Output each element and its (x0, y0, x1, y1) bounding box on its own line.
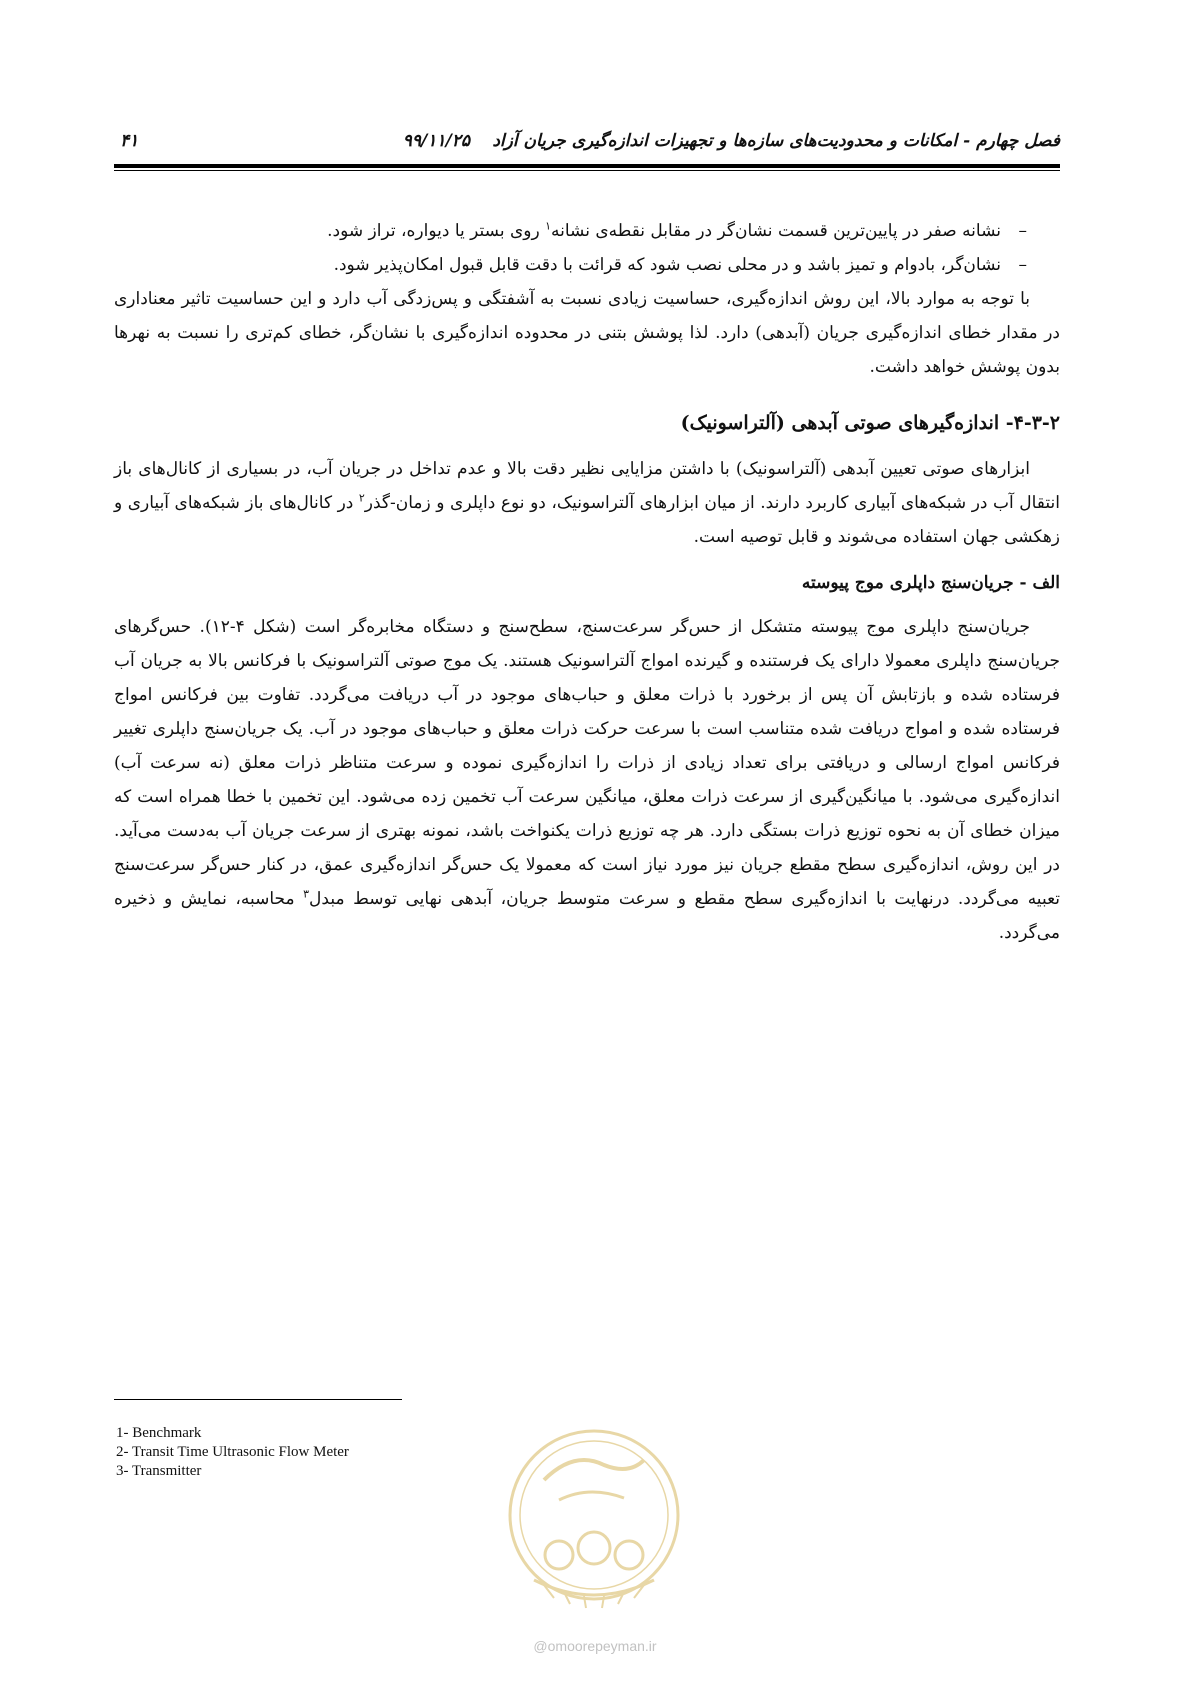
footnote-ref-2[interactable]: ۲ (358, 491, 365, 505)
footnote-item: 1- Benchmark (116, 1425, 202, 1441)
bullet-text: نشانه صفر در پایین‌ترین قسمت نشان‌گر در مقابل نقطه‌ی نشانه$^۱$ روی بستر یا دیواره، تراز شود. (327, 219, 1001, 241)
header-rule-thick (114, 164, 1060, 168)
bullet-item (114, 214, 1060, 248)
footnote-item: 2- Transit Time Ultrasonic Flow Meter (116, 1444, 349, 1460)
watermark-url: @omoorepeyman.ir (533, 1638, 657, 1654)
revision-date: ۹۹/۱۱/۲۵ (402, 131, 470, 151)
footnotes (116, 1424, 516, 1481)
bullet-dash: – (1018, 255, 1027, 275)
footnote-ref-1[interactable]: ۱ (545, 219, 551, 233)
paragraph-ultrasonic: ابزارهای صوتی تعیین آبدهی (آلتراسونیک) با داشتن مزایایی نظیر دقت بالا و عدم تداخل در جریان آب، در بسیاری از کانال‌های باز انتقال آب در شبکه‌های آبیاری کاربرد دارند. از میان ابزارهای آلتراسونیک، دو نوع داپلری و زمان-گذر$^۲$ در کانال‌های باز شبکه‌های آبیاری و زهکشی جهان استفاده می‌شوند و قابل توصیه است. (114, 459, 1060, 547)
bullet-text: نشان‌گر، بادوام و تمیز باشد و در محلی نصب شود که قرائت با دقت قابل قبول امکان‌پذیر شود. (333, 255, 1001, 275)
page-number: ۴۱ (120, 131, 139, 151)
footnote-item: 3- Transmitter (116, 1463, 202, 1479)
bullet-item (114, 248, 1060, 282)
main-content (114, 214, 1060, 950)
footnote-ref-3[interactable]: ۳ (303, 887, 310, 901)
bullet-dash: – (1018, 221, 1027, 241)
chapter-title: فصل چهارم - امکانات و محدودیت‌های سازه‌ها و تجهیزات اندازه‌گیری جریان آزاد (492, 131, 1060, 151)
watermark-seal-icon (504, 1420, 684, 1620)
subsection-heading: الف - جریان‌سنج داپلری موج پیوسته (801, 573, 1060, 593)
header-rule-thin (114, 170, 1060, 171)
section-heading: ۴-۳-۲- اندازه‌گیرهای صوتی آبدهی (آلتراسونیک) (680, 412, 1060, 434)
footnote-separator (114, 1399, 402, 1400)
paragraph-doppler: جریان‌سنج داپلری موج پیوسته متشکل از حس‌گر سرعت‌سنج، سطح‌سنج و دستگاه مخابره‌گر است (شکل ۴-۱۲). حس‌گرهای جریان‌سنج داپلری معمولا دارای یک فرستنده و گیرنده امواج آلتراسونیک هستند. یک موج صوتی آلتراسونیک با فرکانس بالا به جریان آب فرستاده شده و بازتابش آن پس از برخورد با ذرات معلق و حباب‌های موجود در آب دریافت می‌گردد. تفاوت بین فرکانس امواج فرستاده شده و امواج دریافت شده متناسب است با سرعت حرکت ذرات معلق و حباب‌های موجود در آب. یک جریان‌سنج داپلری تغییر فرکانس امواج ارسالی و دریافتی برای تعداد زیادی از ذرات را اندازه‌گیری نموده و سرعت متناظر ذرات معلق (نه سرعت آب) اندازه‌گیری می‌شود. با میانگین‌گیری از سرعت ذرات معلق، میانگین سرعت آب تخمین زده می‌شود. این تخمین با خطا همراه است که میزان خطای آن به نحوه توزیع ذرات بستگی دارد. هر چه توزیع ذرات یکنواخت باشد، نمونه بهتری از سرعت جریان آب به‌دست می‌آید. در این روش، اندازه‌گیری سطح مقطع جریان نیز مورد نیاز است که معمولا یک حس‌گر اندازه‌گیری عمق، در کنار حس‌گر سرعت‌سنج تعبیه می‌گردد. درنهایت با اندازه‌گیری سطح مقطع و سرعت متوسط جریان، آبدهی نهایی توسط مبدل$^۳$ محاسبه، نمایش و ذخیره می‌گردد. (114, 617, 1061, 943)
paragraph-sensitivity: با توجه به موارد بالا، این روش اندازه‌گیری، حساسیت زیادی نسبت به آشفتگی و پس‌زدگی آب دارد و این حساسیت تاثیر معناداری در مقدار خطای اندازه‌گیری جریان (آبدهی) دارد. لذا پوشش بتنی در محدوده اندازه‌گیری با نشان‌گر، خطای کم‌تری را نسبت به نهرها بدون پوشش خواهد داشت. (114, 289, 1060, 377)
page-header (114, 131, 1060, 161)
